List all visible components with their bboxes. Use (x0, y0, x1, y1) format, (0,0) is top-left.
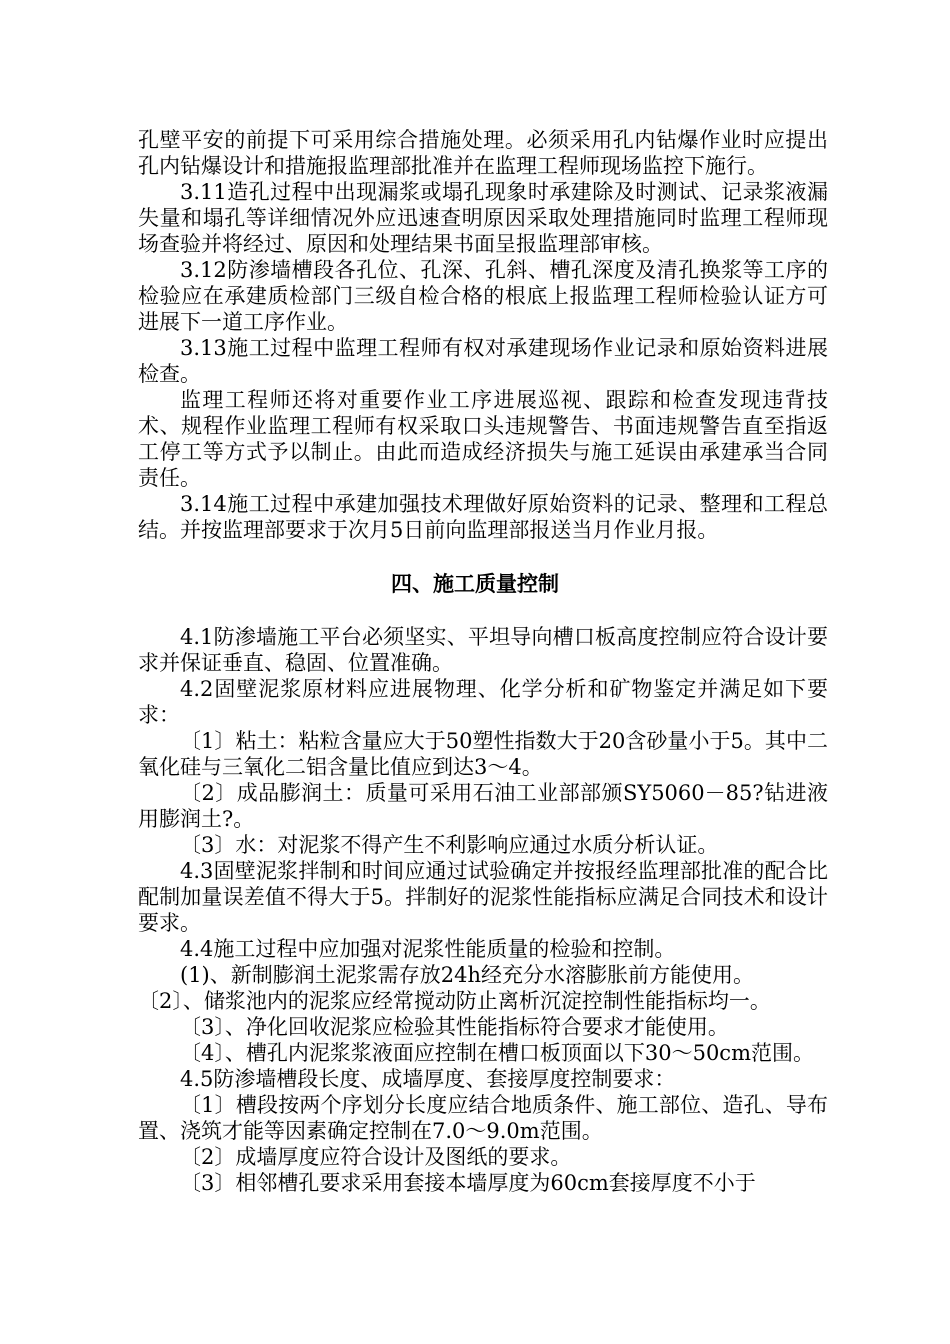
paragraph-4-4-item-1: (1)、新制膨润土泥浆需存放24h经充分水溶膨胀前方能使用。 (180, 963, 754, 987)
paragraph-3-14: 3.14施工过程中承建加强技术理做好原始资料的记录、整理和工程总结。并按监理部要求于次月5日前向监理部报送当月作业月报。 (138, 492, 828, 542)
paragraph-4-2: 4.2固壁泥浆原材料应进展物理、化学分析和矿物鉴定并满足如下要求： (138, 677, 828, 727)
paragraph-3-12: 3.12防渗墙槽段各孔位、孔深、孔斜、槽孔深度及清孔换浆等工序的检验应在承建质检部门三级自检合格的根底上报监理工程师检验认证方可进展下一道工序作业。 (138, 258, 828, 334)
paragraph-4-4-item-3: 〔3〕、净化回收泥浆应检验其性能指标符合要求才能使用。 (180, 1015, 729, 1039)
top-text-block (138, 127, 828, 543)
paragraph-4-4: 4.4施工过程中应加强对泥浆性能质量的检验和控制。 (180, 937, 676, 961)
paragraph-4-2-item-2: 〔2〕成品膨润土：质量可采用石油工业部部颁SY5060－85?钻进液用膨润土?。 (138, 781, 828, 831)
paragraph-3-13: 3.13施工过程中监理工程师有权对承建现场作业记录和原始资料进展检查。 (138, 336, 828, 386)
paragraph-4-2-item-1: 〔1〕粘土：粘粒含量应大于50塑性指数大于20含砂量小于5。其中二氧化硅与三氧化二铝含量比值应到达3～4。 (138, 729, 828, 779)
paragraph-4-5-item-1: 〔1〕槽段按两个序划分长度应结合地质条件、施工部位、造孔、导布置、浇筑才能等因素确定控制在7.0～9.0m范围。 (138, 1093, 828, 1143)
paragraph-4-5: 4.5防渗墙槽段长度、成墙厚度、套接厚度控制要求： (180, 1067, 676, 1091)
paragraph-4-5-item-2: 〔2〕成墙厚度应符合设计及图纸的要求。 (180, 1145, 572, 1169)
paragraph-4-4-item-4: 〔4〕、槽孔内泥浆浆液面应控制在槽口板顶面以下30～50cm范围。 (180, 1041, 814, 1065)
paragraph-4-2-item-3: 〔3〕水：对泥浆不得产生不利影响应通过水质分析认证。 (180, 833, 719, 857)
paragraph-4-3: 4.3固壁泥浆拌制和时间应通过试验确定并按报经监理部批准的配合比配制加量误差值不得大于5。拌制好的泥浆性能指标应满足合同技术和设计要求。 (138, 859, 828, 935)
paragraph-4-1: 4.1防渗墙施工平台必须坚实、平坦导向槽口板高度控制应符合设计要求并保证垂直、稳固、位置准确。 (138, 625, 828, 675)
paragraph-continuation: 孔壁平安的前提下可采用综合措施处理。必须采用孔内钻爆作业时应提出孔内钻爆设计和措施报监理部批准并在监理工程师现场监控下施行。 (138, 128, 828, 178)
paragraph-4-5-item-3: 〔3〕相邻槽孔要求采用套接本墙厚度为60cm套接厚度不小于 (180, 1171, 756, 1195)
paragraph-3-11: 3.11造孔过程中出现漏浆或塌孔现象时承建除及时测试、记录浆液漏失量和塌孔等详细情况外应迅速查明原因采取处理措施同时监理工程师现场查验并将经过、原因和处理结果书面呈报监理部审核。 (138, 180, 828, 256)
section-text-block (138, 624, 828, 1196)
paragraph-supervisor-rights: 监理工程师还将对重要作业工序进展巡视、跟踪和检查发现违背技术、规程作业监理工程师有权采取口头违规警告、书面违规警告直至指返工停工等方式予以制止。由此而造成经济损失与施工延误由承建承当合同责任。 (138, 388, 828, 490)
section-heading: 四、施工质量控制 (391, 572, 559, 596)
paragraph-4-4-item-2: 〔2〕、储浆池内的泥浆应经常搅动防止离析沉淀控制性能指标均一。 (138, 989, 771, 1013)
